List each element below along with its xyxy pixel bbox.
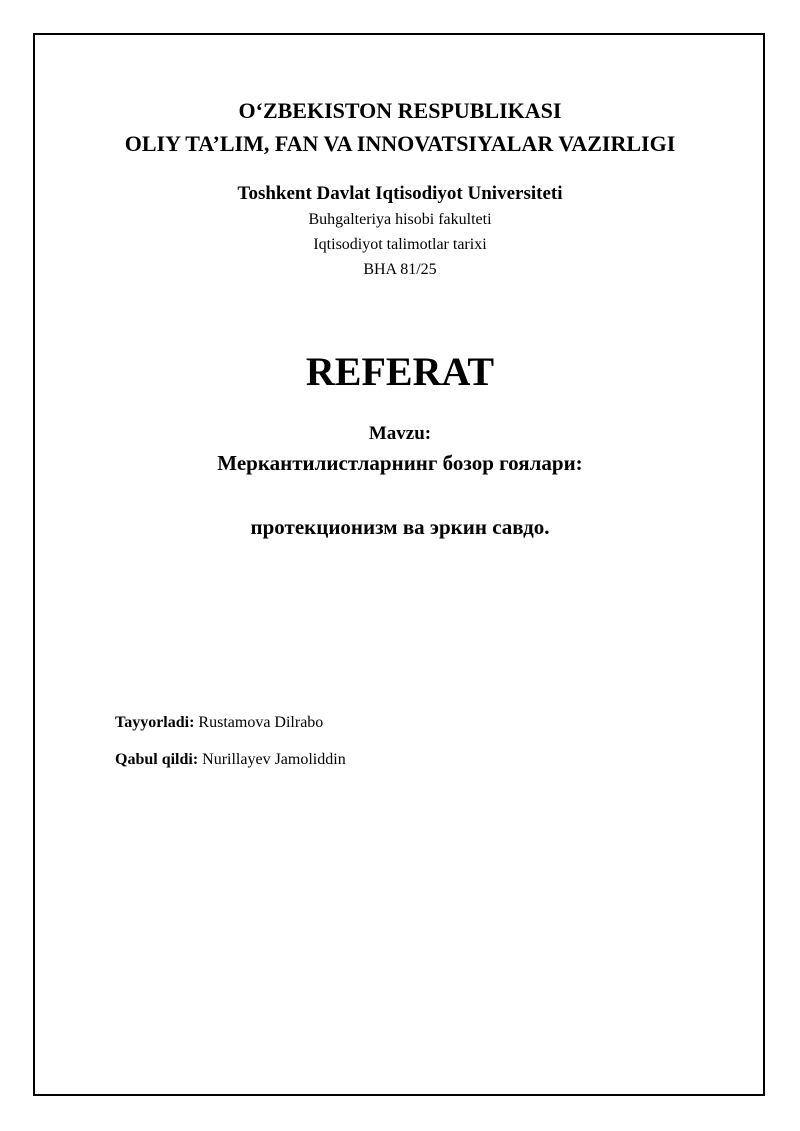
document-type-title: REFERAT: [305, 349, 495, 394]
group-code: BHA 81/25: [363, 261, 437, 278]
faculty-name: Buhgalteriya hisobi fakulteti: [308, 211, 492, 228]
prepared-by-name: Rustamova Dilrabo: [198, 714, 324, 731]
prepared-by-label: Tayyorladi:: [115, 714, 195, 731]
ministry-header-line1: O‘ZBEKISTON RESPUBLIKASI: [238, 98, 562, 123]
subject-name: Iqtisodiyot talimotlar tarixi: [313, 236, 487, 253]
topic-title-line1: Меркантилистларнинг бозор гоялари:: [217, 451, 583, 475]
accepted-by-label: Qabul qildi:: [115, 751, 199, 768]
accepted-by-row: [115, 750, 346, 770]
prepared-by-row: [115, 713, 323, 733]
topic-label: Mavzu:: [368, 423, 432, 444]
ministry-header-line2: OLIY TA’LIM, FAN VA INNOVATSIYALAR VAZIRLIGI: [124, 131, 676, 156]
university-name: Toshkent Davlat Iqtisodiyot Universiteti: [237, 183, 563, 204]
topic-title-line2: протекционизм ва эркин савдо.: [250, 515, 550, 539]
accepted-by-name: Nurillayev Jamoliddin: [202, 751, 346, 768]
